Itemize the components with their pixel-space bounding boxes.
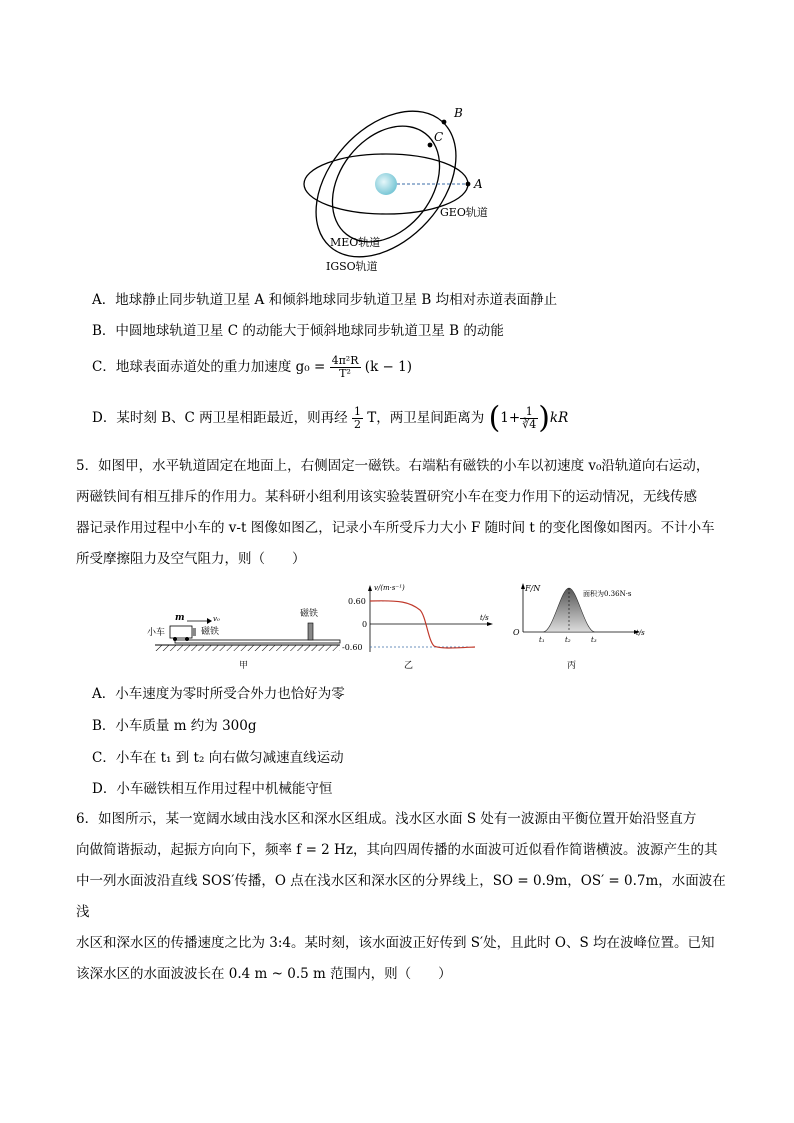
yi-y-arrow: [368, 585, 372, 591]
q4-option-b: B．中圆地球轨道卫星 C 的动能大于倾斜地球同步轨道卫星 B 的动能: [92, 323, 504, 339]
satellite-a: [466, 182, 471, 187]
yi-y-bottom: -0.60: [342, 643, 363, 652]
q4-d-one-plus: 1+: [500, 410, 521, 426]
yi-y-top: 0.60: [348, 597, 366, 606]
q4-c-den: T²: [339, 367, 351, 380]
car-body: [170, 626, 192, 638]
q4-d-frac-den: ∛4: [522, 418, 537, 431]
orbit-figure: [300, 100, 500, 280]
q5-option-c: C．小车在 t₁ 到 t₂ 向右做匀减速直线运动: [92, 750, 344, 766]
bing-area-label: 面积为0.36N·s: [583, 590, 632, 598]
yi-y-zero: 0: [362, 620, 368, 629]
q4-c-fraction: [330, 355, 361, 380]
fixed-magnet: [308, 623, 313, 640]
q5-stem: [76, 451, 726, 575]
bing-xlabel: t/s: [636, 629, 645, 637]
paren-close: ): [538, 400, 550, 436]
paren-open: (: [488, 400, 501, 436]
q6-line5: 该深水区的水面波波长在 0.4 m ~ 0.5 m 范围内，则（ ）: [76, 966, 452, 982]
q4-d-prefix: D．某时刻 B、C 两卫星相距最近，则再经: [92, 410, 348, 426]
label-a: A: [474, 177, 483, 191]
q6-line4: 水区和深水区的传播速度之比为 3:4。某时刻，该水面波正好传到 S′处，且此时 O、S 均在波峰位置。已知: [76, 935, 715, 951]
q5-option-a: A．小车速度为零时所受合外力也恰好为零: [92, 686, 345, 702]
bing-t2: t₂: [565, 636, 571, 644]
bing-origin: O: [513, 628, 520, 637]
q5-option-d: D．小车磁铁相互作用过程中机械能守恒: [92, 781, 333, 797]
q4-option-a: A．地球静止同步轨道卫星 A 和倾斜地球同步轨道卫星 B 均相对赤道表面静止: [92, 292, 558, 308]
v0-arrowhead: [207, 618, 212, 624]
q4-d-num: 1: [353, 405, 361, 418]
q5-line4: 所受摩擦阻力及空气阻力，则（ ）: [76, 551, 306, 567]
satellite-c: [428, 143, 433, 148]
label-m: m: [175, 613, 185, 623]
q4-d-frac-num: 1: [520, 406, 538, 419]
q4-d-suffix: kR: [549, 410, 569, 426]
q6-line3: 中一列水面波沿直线 SOS′传播，O 点在浅水区和深水区的分界线上，SO = 0.9m，OS′ = 0.7m，水面波在浅: [76, 873, 726, 920]
figure-jia: [145, 598, 345, 673]
car-wheel: [173, 637, 177, 641]
q4-option-c: [92, 352, 412, 382]
q4-d-fraction-half: [352, 406, 363, 431]
q4-c-num: 4π²R: [331, 354, 359, 367]
q5-line3: 器记录作用过程中小车的 v-t 图像如图乙，记录小车所受斥力大小 F 随时间 t 的变化图像如图丙。不计小车: [76, 520, 715, 536]
q6-line2: 向做简谐振动，起振方向向下，频率 f = 2 Hz，其向四周传播的水面波可近似看作简谐横波。波源产生的其: [76, 842, 718, 858]
bing-t3: t₃: [591, 636, 597, 644]
q4-d-fraction-cbrt: [520, 406, 538, 431]
label-meo: MEO轨道: [330, 236, 381, 249]
q4-c-suffix: (k − 1): [364, 359, 412, 375]
q6-stem: [76, 804, 726, 990]
car-wheel: [185, 637, 189, 641]
satellite-b: [442, 120, 447, 125]
track: [175, 640, 340, 643]
caption-jia: 甲: [239, 661, 249, 671]
caption-bing: 丙: [567, 661, 577, 671]
q4-c-prefix: C．地球表面赤道处的重力加速度 g₀ =: [92, 359, 326, 375]
label-geo: GEO轨道: [440, 206, 488, 219]
label-b: B: [454, 106, 463, 120]
yi-ylabel: v/(m·s⁻¹): [374, 584, 405, 592]
label-igso: IGSO轨道: [326, 260, 378, 273]
label-v0: v₀: [213, 615, 220, 623]
ground-hatch: [155, 645, 340, 651]
q4-d-mid: T，两卫星间距离为: [367, 410, 485, 426]
bing-t1: t₁: [539, 636, 545, 644]
car-magnet: [192, 628, 196, 636]
bing-ylabel: F/N: [525, 584, 541, 593]
figure-bing: [505, 582, 655, 674]
label-c: C: [434, 130, 444, 144]
caption-yi: 乙: [404, 661, 414, 671]
q5-line2: 两磁铁间有相互排斥的作用力。某科研小组利用该实验装置研究小车在变力作用下的运动情况，无线传感: [76, 489, 697, 505]
q5-option-b: B．小车质量 m 约为 300g: [92, 718, 257, 734]
q6-line1: 6．如图所示，某一宽阔水域由浅水区和深水区组成。浅水区水面 S 处有一波源由平衡位置开始沿竖直方: [76, 811, 697, 827]
earth: [375, 173, 397, 195]
q4-d-den: 2: [353, 418, 361, 431]
q4-option-d: [92, 398, 568, 439]
yi-xlabel: t/s: [480, 614, 489, 622]
label-fixed-magnet: 磁铁: [300, 609, 319, 619]
label-car: 小车: [147, 628, 166, 638]
figure-yi: [340, 582, 505, 674]
label-car-magnet: 磁铁: [201, 627, 220, 637]
yi-x-arrow: [487, 622, 493, 626]
q5-line1: 5．如图甲，水平轨道固定在地面上，右侧固定一磁铁。右端粘有磁铁的小车以初速度 v₀沿轨道向右运动，: [76, 458, 710, 474]
